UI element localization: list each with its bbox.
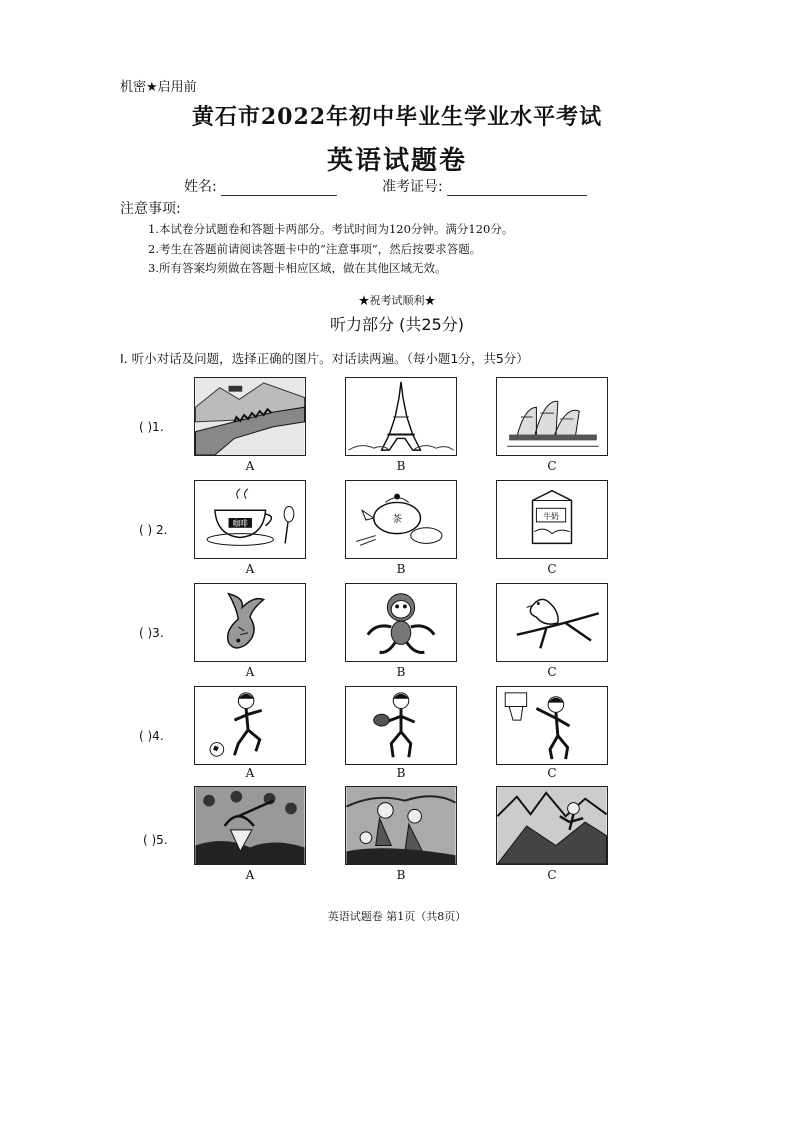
option-label: C xyxy=(547,562,557,576)
milk-carton-icon[interactable] xyxy=(496,480,608,559)
option-label: C xyxy=(547,766,557,780)
notice-item: 3.所有答案均须做在答题卡相应区域，做在其他区域无效。 xyxy=(148,261,447,275)
exam-id-field xyxy=(382,176,587,196)
option-label: C xyxy=(547,665,557,679)
boy-volleyball-icon[interactable] xyxy=(345,686,457,765)
fish-icon[interactable] xyxy=(194,583,306,662)
option-label: B xyxy=(396,868,406,882)
option-label: B xyxy=(396,459,406,473)
monkey-icon[interactable] xyxy=(345,583,457,662)
option-label: A xyxy=(245,665,255,679)
exam-id-blank xyxy=(447,181,587,196)
name-label: 姓名: xyxy=(184,179,217,195)
boy-football-icon[interactable] xyxy=(194,686,306,765)
bird-icon[interactable] xyxy=(496,583,608,662)
option-label: B xyxy=(396,766,406,780)
tea-text: 茶 xyxy=(392,513,402,525)
confidential-mark: 机密★启用前 xyxy=(120,80,197,95)
coffee-text: 咖啡 xyxy=(232,518,249,528)
option-label: C xyxy=(547,868,557,882)
boy-on-rocks-icon[interactable] xyxy=(496,786,608,865)
coffee-cup-icon[interactable] xyxy=(194,480,306,559)
notice-item: 2.考生在答题前请阅读答题卡中的“注意事项”，然后按要求答题。 xyxy=(148,242,482,256)
name-blank xyxy=(221,181,337,196)
question-number: ( )5. xyxy=(143,833,168,847)
option-label: A xyxy=(245,766,255,780)
option-label: A xyxy=(245,868,255,882)
teapot-icon[interactable] xyxy=(345,480,457,559)
sydney-opera-house-icon[interactable] xyxy=(496,377,608,456)
notice-heading: 注意事项: xyxy=(120,201,181,217)
option-label: C xyxy=(547,459,557,473)
page-footer: 英语试题卷 第1页（共8页） xyxy=(327,910,467,923)
eiffel-tower-icon[interactable] xyxy=(345,377,457,456)
instruction: I. 听小对话及问题，选择正确的图片。对话读两遍。（每小题1分，共5分） xyxy=(120,351,529,366)
great-wall-icon[interactable] xyxy=(194,377,306,456)
option-label: A xyxy=(245,459,255,473)
question-number: ( )4. xyxy=(139,729,164,743)
option-label: B xyxy=(396,665,406,679)
section-title: 听力部分 (共25分) xyxy=(330,315,464,334)
name-field xyxy=(184,176,337,196)
boy-basketball-icon[interactable] xyxy=(496,686,608,765)
question-number: ( )1. xyxy=(139,420,164,434)
good-luck-line: ★祝考试顺利★ xyxy=(358,294,436,307)
hou-yi-shooting-suns-icon[interactable] xyxy=(194,786,306,865)
subject-title: 英语试题卷 xyxy=(326,146,467,176)
journey-to-west-icon[interactable] xyxy=(345,786,457,865)
question-number: ( ) 2. xyxy=(139,523,168,537)
notice-item: 1.本试卷分试题卷和答题卡两部分。考试时间为120分钟。满分120分。 xyxy=(148,222,514,236)
question-number: ( )3. xyxy=(139,626,164,640)
milk-text: 牛奶 xyxy=(543,512,559,522)
exam-id-label: 准考证号: xyxy=(382,179,443,195)
option-label: A xyxy=(245,562,255,576)
option-label: B xyxy=(396,562,406,576)
exam-title: 黄石市2022年初中毕业生学业水平考试 xyxy=(191,104,603,130)
